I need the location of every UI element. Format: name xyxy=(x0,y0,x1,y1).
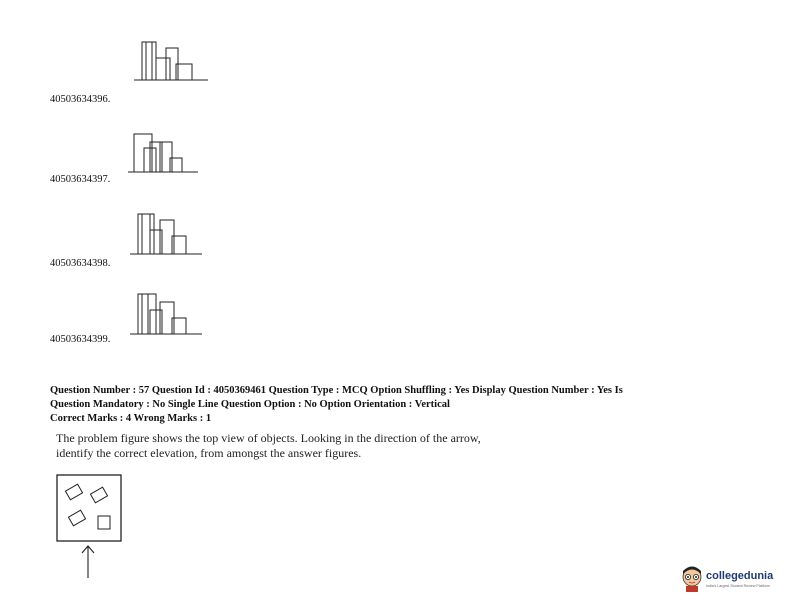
option-id-2: 40503634397. xyxy=(50,174,111,185)
problem-figure-top-view xyxy=(56,474,122,542)
collegedunia-logo xyxy=(680,566,788,594)
option-id-3: 40503634398. xyxy=(50,258,111,269)
question-text-line-1: The problem figure shows the top view of objects. Looking in the direction of the arrow, xyxy=(56,431,481,445)
logo-name: collegedunia xyxy=(706,570,774,582)
option-figure-1 xyxy=(132,38,212,86)
option-figure-4 xyxy=(128,290,208,338)
question-marks: Correct Marks : 4 Wrong Marks : 1 xyxy=(50,413,212,424)
logo-tagline: India's Largest Student Review Platform xyxy=(706,584,770,588)
question-text-line-2: identify the correct elevation, from amongst the answer figures. xyxy=(56,446,362,460)
view-direction-arrow-icon xyxy=(80,544,96,580)
question-meta-line-2: Question Mandatory : No Single Line Question Option : No Option Orientation : Vertical xyxy=(50,399,450,410)
option-figure-3 xyxy=(128,210,208,258)
option-figure-2 xyxy=(126,128,206,176)
mascot-icon xyxy=(680,566,704,592)
option-id-4: 40503634399. xyxy=(50,334,111,345)
question-meta-line-1: Question Number : 57 Question Id : 4050369461 Question Type : MCQ Option Shuffling : Yes Display Question Number : Yes Is xyxy=(50,385,623,396)
option-id-1: 40503634396. xyxy=(50,94,111,105)
